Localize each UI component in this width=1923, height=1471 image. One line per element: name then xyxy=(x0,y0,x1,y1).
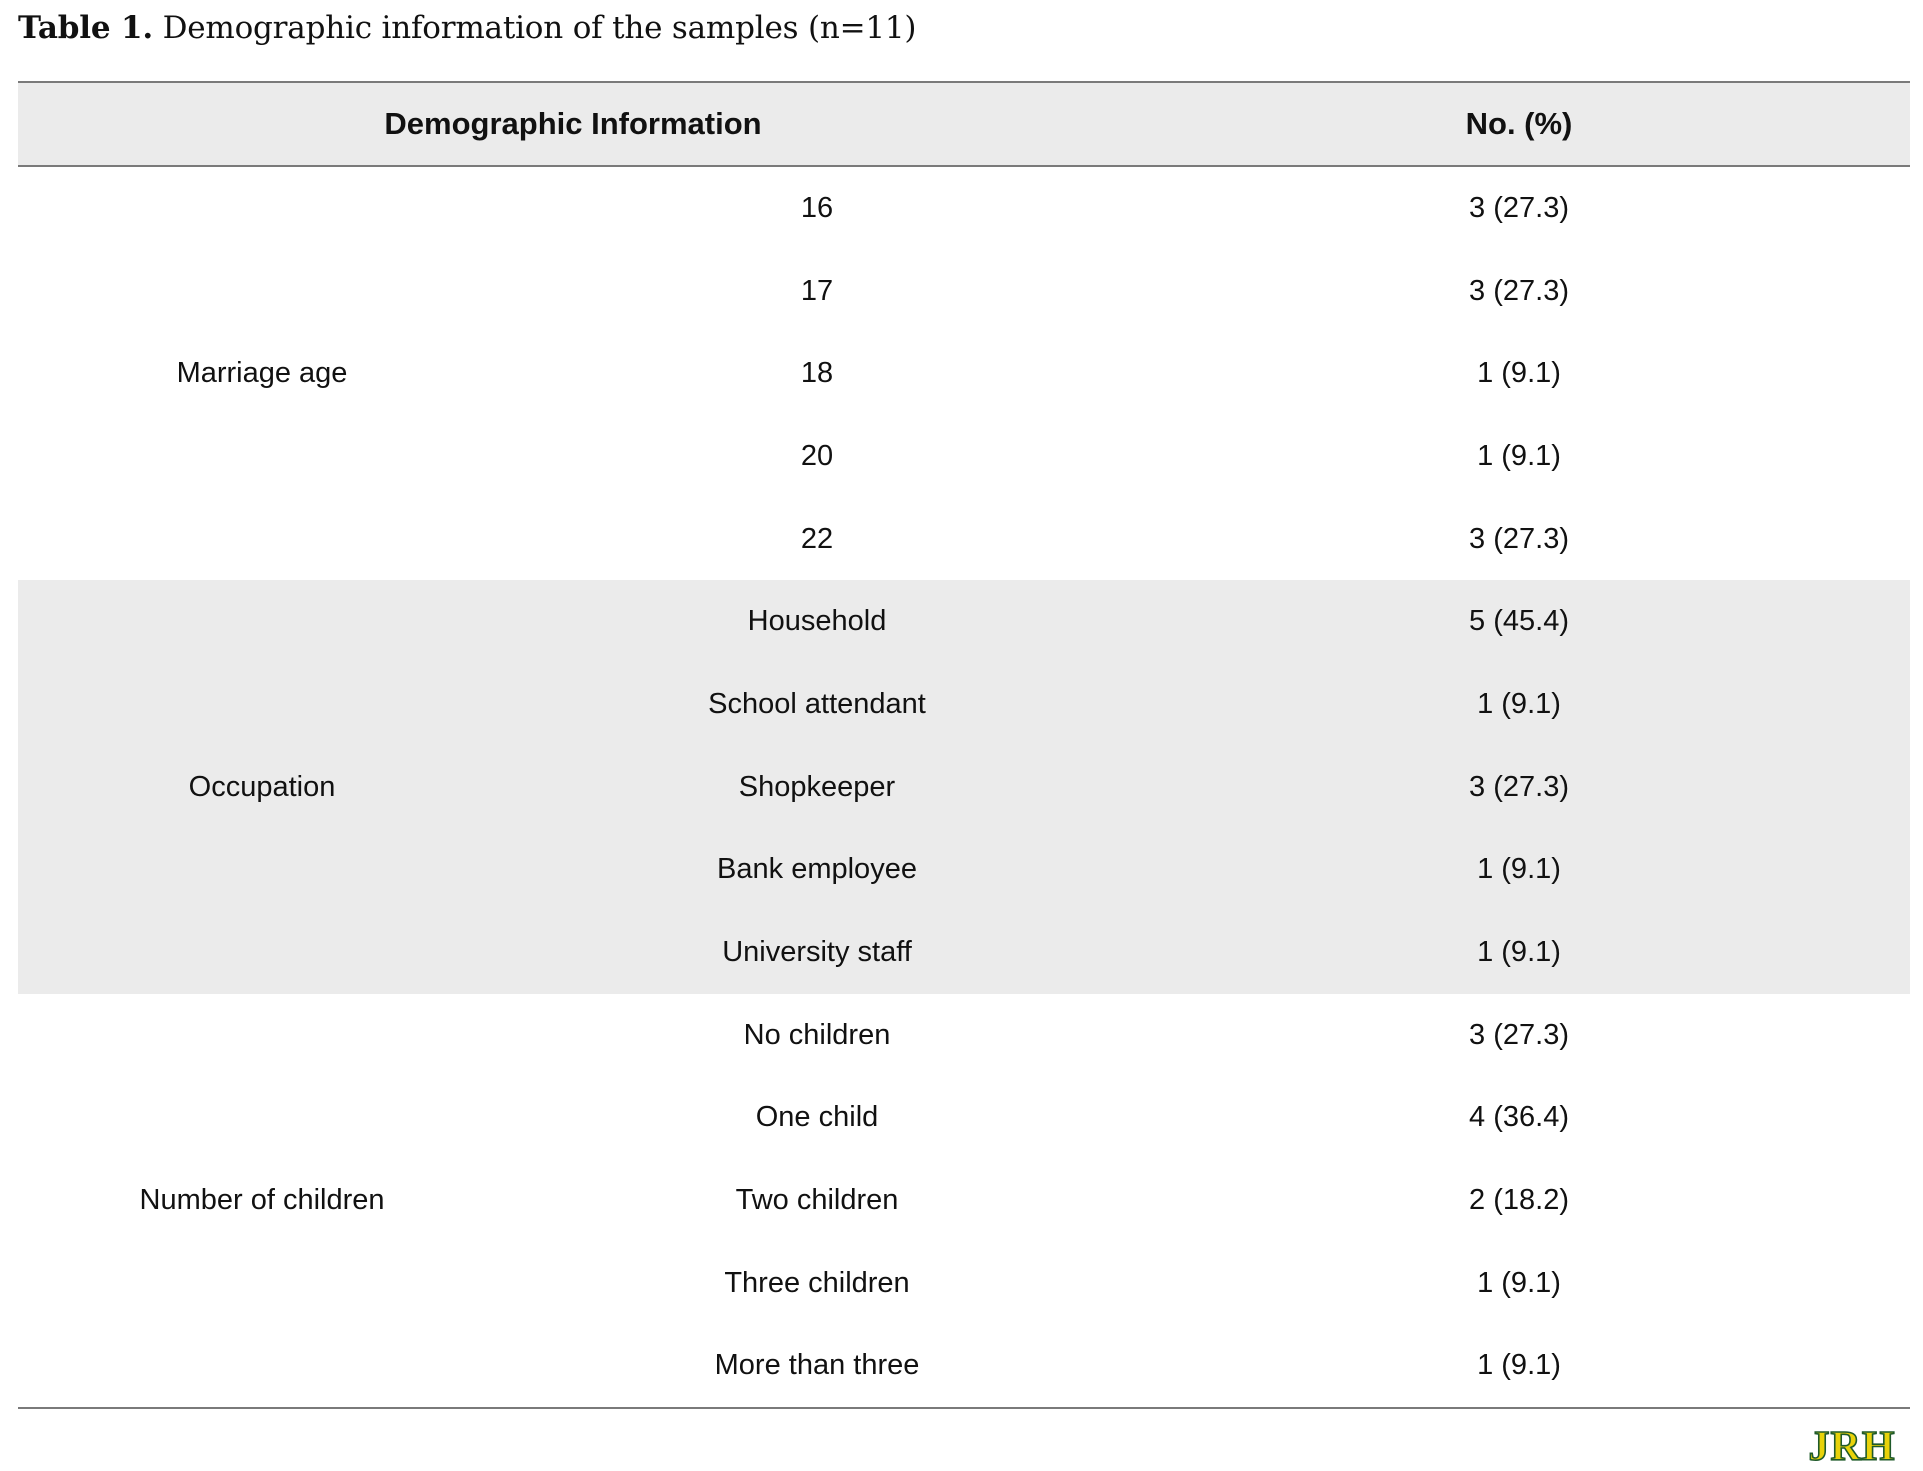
row-value: 1 (9.1) xyxy=(1477,687,1561,720)
header-demographic-information: Demographic Information xyxy=(18,82,1128,166)
table-caption-text: Demographic information of the samples (n=11) xyxy=(152,10,917,46)
table-header-row xyxy=(18,82,1910,166)
row-item: 18 xyxy=(800,357,834,390)
row-item: Three children xyxy=(724,1266,910,1299)
row-item: No children xyxy=(743,1018,891,1051)
row-item: 22 xyxy=(800,522,834,555)
row-value: 1 (9.1) xyxy=(1477,1266,1561,1299)
row-value: 1 (9.1) xyxy=(1128,1325,1910,1409)
group-number-of-children xyxy=(18,994,1910,1408)
row-value: 4 (36.4) xyxy=(1469,1101,1569,1134)
row-value: 3 (27.3) xyxy=(1469,191,1569,224)
row-item: University staff xyxy=(722,936,912,969)
group-label: Occupation xyxy=(188,770,336,803)
row-value: 3 (27.3) xyxy=(1469,770,1569,803)
group-marriage-age xyxy=(18,166,1910,580)
table-row xyxy=(18,580,1910,663)
row-item: More than three xyxy=(506,1325,1128,1409)
row-item: Household xyxy=(747,605,887,638)
row-value: 2 (18.2) xyxy=(1469,1184,1569,1217)
jrh-logo-text: JRH xyxy=(1808,1424,1896,1466)
header-count-percent: No. (%) xyxy=(1128,82,1910,166)
group-label: Number of children xyxy=(18,994,506,1408)
row-value: 3 (27.3) xyxy=(1469,274,1569,307)
row-value: 1 (9.1) xyxy=(1477,853,1561,886)
row-value: 1 (9.1) xyxy=(1477,439,1561,472)
row-item: 16 xyxy=(800,191,834,224)
group-label: Marriage age xyxy=(176,357,348,390)
row-item: One child xyxy=(755,1101,879,1134)
row-item: 17 xyxy=(800,274,834,307)
row-item: School attendant xyxy=(708,687,926,720)
row-item: 20 xyxy=(800,439,834,472)
table-caption xyxy=(18,6,916,50)
demographics-table-container xyxy=(18,81,1910,1409)
row-value: 3 (27.3) xyxy=(1469,1018,1569,1051)
row-value: 1 (9.1) xyxy=(1477,357,1561,390)
table-caption-label: Table 1. xyxy=(18,10,153,46)
row-item: Two children xyxy=(735,1184,899,1217)
table-row xyxy=(18,994,1910,1077)
group-occupation xyxy=(18,580,1910,993)
row-value: 5 (45.4) xyxy=(1469,605,1569,638)
demographics-table xyxy=(18,81,1910,1409)
row-value: 1 (9.1) xyxy=(1477,936,1561,969)
row-item: Shopkeeper xyxy=(738,770,896,803)
row-item: Bank employee xyxy=(717,853,917,886)
row-value: 3 (27.3) xyxy=(1469,522,1569,555)
table-row xyxy=(18,166,1910,250)
jrh-logo xyxy=(1797,1422,1907,1466)
